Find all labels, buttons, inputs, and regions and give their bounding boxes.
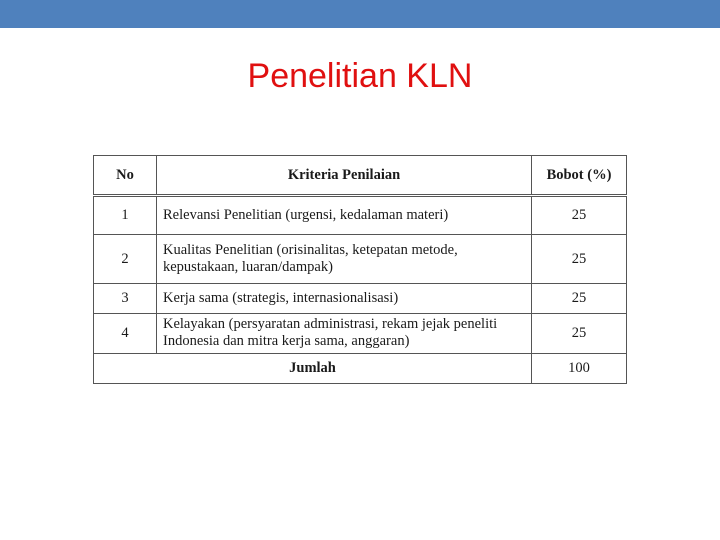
row-no: 3 bbox=[94, 283, 157, 313]
row-bobot: 25 bbox=[532, 313, 627, 353]
total-label: Jumlah bbox=[94, 354, 532, 384]
table-row bbox=[94, 196, 627, 235]
row-kriteria: Kerja sama (strategis, internasionalisasi) bbox=[157, 283, 532, 313]
row-kriteria: Kualitas Penelitian (orisinalitas, ketepatan metode, kepustakaan, luaran/dampak) bbox=[157, 235, 532, 284]
total-value: 100 bbox=[532, 354, 627, 384]
top-accent-bar bbox=[0, 0, 720, 28]
row-no: 1 bbox=[94, 196, 157, 235]
table-row bbox=[94, 235, 627, 284]
table-header-row bbox=[94, 156, 627, 196]
table-row bbox=[94, 313, 627, 353]
criteria-table-container bbox=[93, 155, 627, 384]
header-no: No bbox=[94, 156, 157, 196]
table-total-row bbox=[94, 354, 627, 384]
criteria-table bbox=[93, 155, 627, 384]
row-kriteria: Relevansi Penelitian (urgensi, kedalaman materi) bbox=[157, 196, 532, 235]
table-row bbox=[94, 283, 627, 313]
header-kriteria: Kriteria Penilaian bbox=[157, 156, 532, 196]
row-kriteria: Kelayakan (persyaratan administrasi, rekam jejak peneliti Indonesia dan mitra kerja sama, anggaran) bbox=[157, 313, 532, 353]
slide-title: Penelitian KLN bbox=[247, 57, 473, 95]
row-no: 4 bbox=[94, 313, 157, 353]
header-bobot: Bobot (%) bbox=[532, 156, 627, 196]
row-bobot: 25 bbox=[532, 235, 627, 284]
row-bobot: 25 bbox=[532, 196, 627, 235]
row-no: 2 bbox=[94, 235, 157, 284]
row-bobot: 25 bbox=[532, 283, 627, 313]
